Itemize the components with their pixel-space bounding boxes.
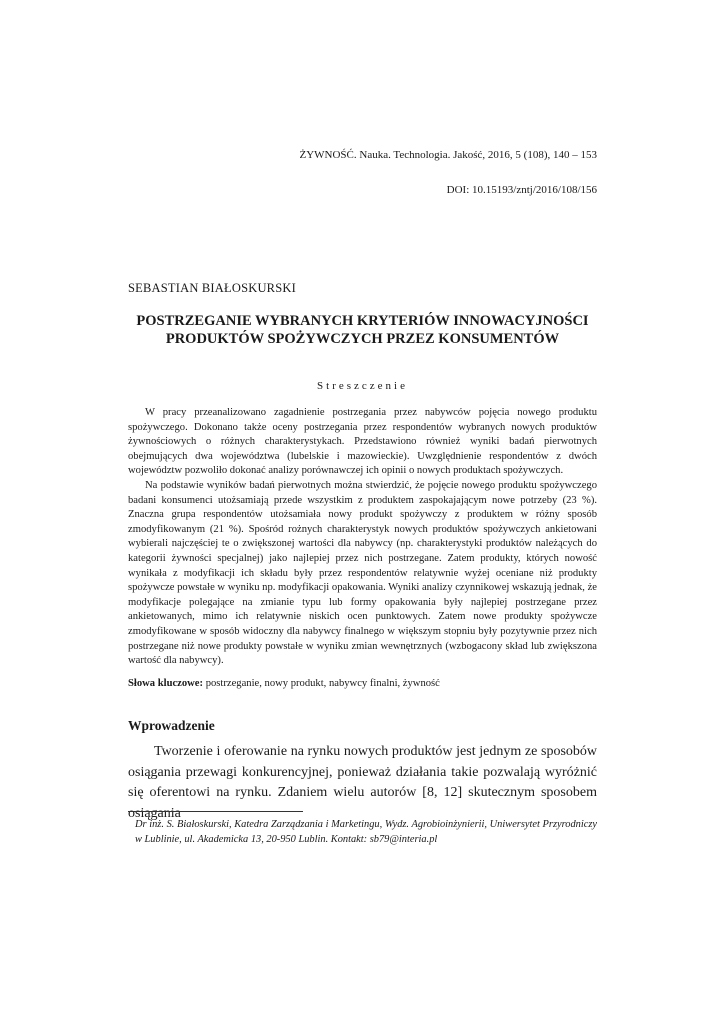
footnote-divider (128, 811, 303, 812)
abstract-paragraph-2: Na podstawie wyników badań pierwotnych można stwierdzić, że pojęcie nowego produktu spożywczego badani konsumenci utożsamiają przede wszystkim z produktem zaspokajającym nowe potrzeby (23 %). Znaczna grupa respondentów utożsamiała nowy produkt spożywczy z produktem w różny sposób zmodyfikowanym (21 %). Spośród rożnych charakterystyk nowych produktów spożywczych ankietowani wybierali najczęściej te o zwiększonej wartości dla nabywcy (np. charakterystyki produktów należących do kategorii żywności specjalnej) jako najlepiej przez nich postrzegane. Zatem produkty, których nowość wynikała z modyfikacji ich składu były przez respondentów relatywnie wyżej oceniane niż produkty spożywcze powstałe w wyniku np. modyfikacji opakowania. Wyniki analizy czynnikowej wskazują jednak, że modyfikacje polegające na zmianie typu lub formy opakowania były najlepiej postrzegane przez ankietowanych, mimo ich relatywnie niskich ocen punktowych. Zatem nowe produkty spożywcze zmodyfikowane w sposób widoczny dla nabywcy finalnego w większym stopniu były pozytywnie przez nich postrzegane niż nowe produkty powstałe w wyniku zmian wewnętrznych (wzbogacony skład lub zwiększona wartość dla nabywcy). (128, 479, 597, 667)
doi-line: DOI: 10.15193/zntj/2016/108/156 (446, 184, 597, 196)
keywords-text: postrzeganie, nowy produkt, nabywcy finalni, żywność (203, 678, 440, 689)
footnote (128, 818, 597, 847)
keywords (128, 677, 597, 691)
keywords-label: Słowa kluczowe: (128, 678, 204, 689)
abstract-paragraph-1: W pracy przeanalizowano zagadnienie postrzegania przez nabywców pojęcia nowego produktu spożywczego. Dokonano także oceny postrzegania przez respondentów wybranych nowych produktów żywnościowych o różnych charakterystykach. Przedstawiono również wyniki badań pierwotnych obejmujących dwa województwa (lubelskie i mazowieckie). Uwzględnienie respondentów z dwóch województw pozwoliło dokonać analizy porównawczej ich opinii o nowych produktach spożywczych. (128, 407, 597, 477)
title-line-2: PRODUKTÓW SPOŻYWCZYCH PRZEZ KONSUMENTÓW (165, 331, 560, 347)
journal-header: ŻYWNOŚĆ. Nauka. Technologia. Jakość, 2016, 5 (108), 140 – 153 (299, 149, 597, 161)
article-title (128, 312, 597, 348)
footnote-text: Dr inż. S. Białoskurski, Katedra Zarządzania i Marketingu, Wydz. Agrobioinżynierii, Uniwersytet Przyrodniczy w Lublinie, ul. Akademicka 13, 20-950 Lublin. Kontakt: sb79@interia.pl (135, 819, 597, 845)
abstract-heading: Streszczenie (317, 380, 408, 392)
abstract-body (128, 406, 597, 669)
author-name: SEBASTIAN BIAŁOSKURSKI (128, 281, 296, 295)
title-line-1: POSTRZEGANIE WYBRANYCH KRYTERIÓW INNOWACYJNOŚCI (136, 313, 589, 329)
introduction-paragraph: Tworzenie i oferowanie na rynku nowych produktów jest jednym ze sposobów osiągania przewagi konkurencyjnej, ponieważ działania takie pozwalają wyróżnić się oferentowi na rynku. Zdaniem wielu autorów [8, 12] skutecznym sposobem osiągania (128, 744, 597, 821)
section-heading-introduction: Wprowadzenie (128, 718, 215, 733)
